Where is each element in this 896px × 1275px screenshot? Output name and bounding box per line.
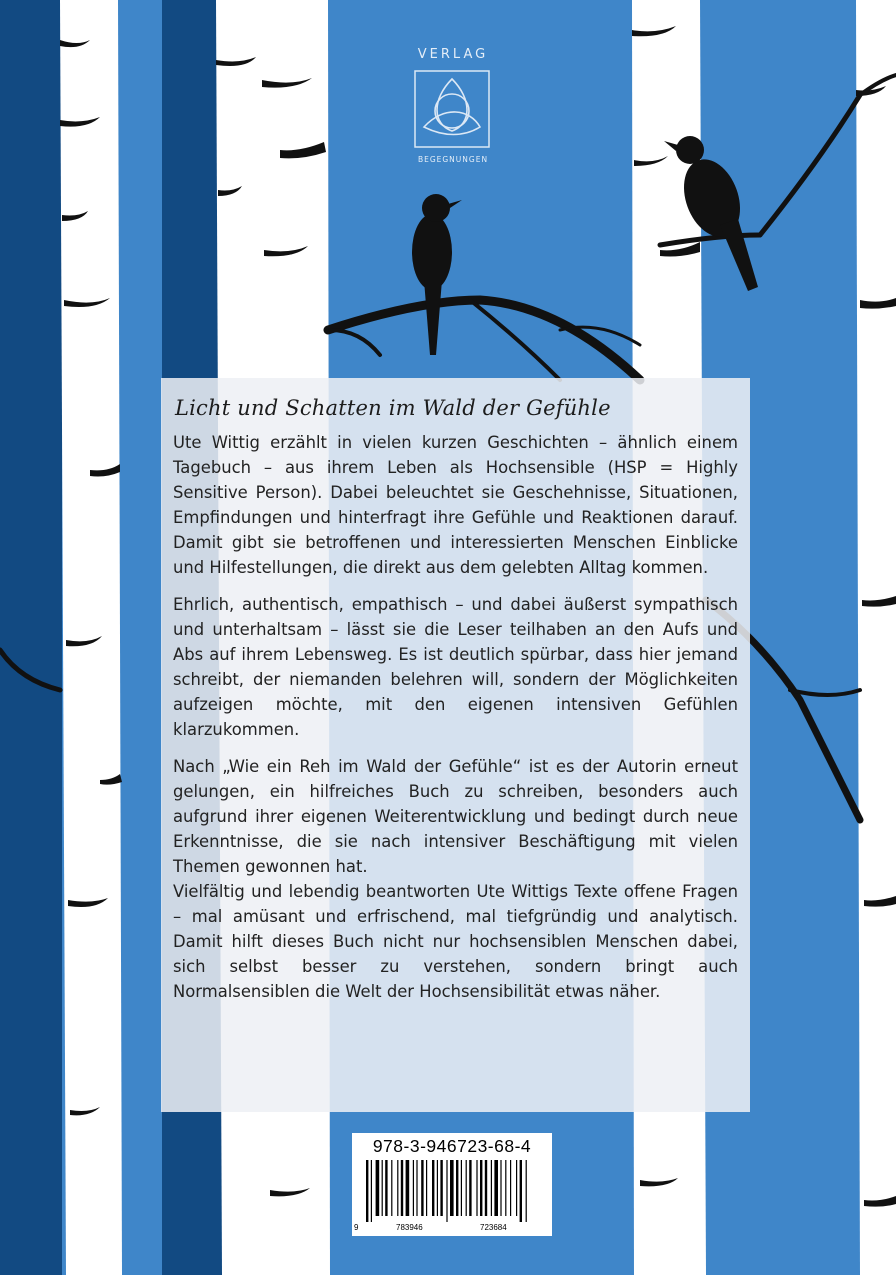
isbn-barcode — [352, 1133, 552, 1236]
isbn-number: 978-3-946723-68-4 — [372, 1136, 532, 1156]
blurb-paragraph-1: Ute Wittig erzählt in vielen kurzen Geschichten – ähnlich einem Tagebuch – aus ihrem Leben als Hochsensible (HSP = Highly Sensitive Person). Dabei beleuchtet sie Geschehnisse, Situationen, Empfindungen und hinterfragt ihre Gefühle und Reaktionen darauf. Damit gibt sie betroffenen und interessierten Menschen Einblicke und Hilfestellungen, die direkt aus dem gelebten Alltag kommen. — [173, 433, 738, 577]
blurb-headline: Licht und Schatten im Wald der Gefühle — [175, 396, 611, 420]
publisher-logo-bottom-text: BEGEGNUNGEN — [417, 155, 489, 164]
barcode-digit-group-2: 723684 — [480, 1223, 507, 1232]
blurb-paragraph-4: Vielfältig und lebendig beantworten Ute Wittigs Texte offene Fragen – mal amüsant und erfrischend, mal tiefgründig und analytisch. Damit hilft dieses Buch nicht nur hochsensiblen Menschen dabei, sich selbst besser zu verstehen, sondern bringt auch Normalsensiblen die Welt der Hochsensibilität etwas näher. — [173, 882, 738, 1001]
blurb-panel — [161, 378, 750, 1112]
dark-panel-left — [0, 0, 62, 1275]
barcode-bars — [356, 1160, 548, 1222]
blurb-paragraph-2: Ehrlich, authentisch, empathisch – und dabei äußerst sympathisch und unterhaltsam – lässt sie die Leser teilhaben an den Aufs und Abs auf ihrem Lebensweg. Es ist deutlich spürbar, dass hier jemand schreibt, der niemanden belehren will, sondern der Möglichkeiten aufzeigen möchte, mit den eigenen intensiven Gefühlen klarzukommen. — [173, 595, 738, 739]
blurb-paragraph-3: Nach „Wie ein Reh im Wald der Gefühle“ ist es der Autorin erneut gelungen, ein hilfreiches Buch zu schreiben, besonders auch aufgrund ihrer eigenen Weiterentwicklung und bedingt durch neue Erkenntnisse, die sie nach intensiver Beschäftigung mit vielen Themen gewonnen hat. — [173, 757, 738, 876]
barcode-digit-lead: 9 — [354, 1223, 359, 1232]
publisher-logo-top-text: VERLAG — [417, 47, 489, 62]
publisher-logo — [408, 45, 498, 175]
barcode-digit-group-1: 783946 — [396, 1223, 423, 1232]
trinity-knot-icon — [414, 69, 490, 183]
